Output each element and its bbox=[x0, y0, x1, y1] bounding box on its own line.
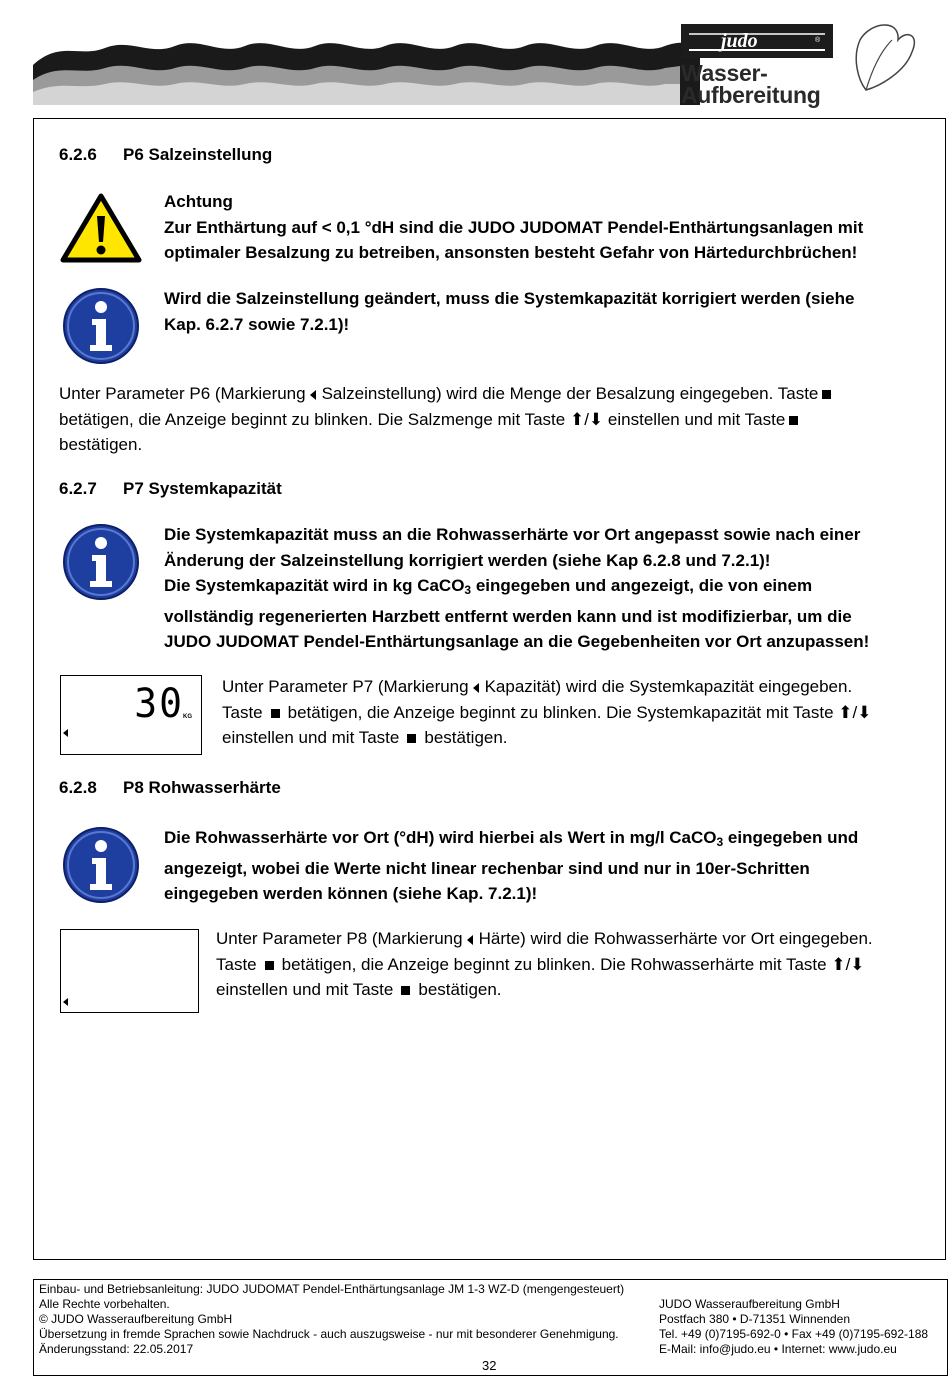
svg-text:®: ® bbox=[815, 37, 821, 44]
info-icon bbox=[62, 826, 140, 904]
judo-logo bbox=[681, 24, 833, 58]
logo-line1: Wasser- bbox=[681, 60, 768, 86]
up-down-arrow-icon: ⬆/⬇ bbox=[838, 702, 872, 722]
judo-logo-mark bbox=[681, 24, 833, 58]
info-line: Wird die Salzeinstellung geändert, muss die Systemkapazität korrigiert werden (siehe bbox=[164, 289, 855, 308]
body-line: Taste betätigen, die Anzeige beginnt zu blinken. Die Rohwasserhärte mit Taste ⬆/⬇ bbox=[216, 952, 926, 978]
section-heading-6-2-7 bbox=[59, 478, 282, 500]
body-line: Unter Parameter P6 (Markierung Salzeinstellung) wird die Menge der Besalzung eingegeben. Taste bbox=[59, 381, 919, 407]
set-key-icon bbox=[265, 961, 274, 970]
warning-icon bbox=[59, 192, 143, 264]
footer-rights: Alle Rechte vorbehalten. bbox=[39, 1297, 170, 1311]
info-line: Die Systemkapazität muss an die Rohwasserhärte vor Ort angepasst sowie nach einer bbox=[164, 525, 861, 544]
body-line: Taste betätigen, die Anzeige beginnt zu blinken. Die Systemkapazität mit Taste ⬆/⬇ bbox=[222, 700, 922, 726]
set-key-icon bbox=[271, 709, 280, 718]
up-down-arrow-icon: ⬆/⬇ bbox=[569, 409, 604, 429]
info-line: angezeigt, wobei die Werte nicht linear rechenbar sind und nur in 10er-Schritten bbox=[164, 858, 810, 878]
info-text-6-2-6 bbox=[164, 286, 854, 337]
lcd-display-p7 bbox=[60, 675, 202, 755]
info-icon bbox=[62, 287, 140, 365]
footer-address: Postfach 380 • D-71351 Winnenden bbox=[659, 1312, 850, 1326]
lcd-marker-icon bbox=[63, 729, 68, 737]
warning-line: optimaler Besalzung zu betreiben, ansonsten besteht Gefahr von Härtedurchbrüchen! bbox=[164, 243, 858, 262]
section-title: P6 Salzeinstellung bbox=[123, 145, 273, 164]
lcd-value: 30 bbox=[134, 681, 184, 727]
info-text-6-2-7 bbox=[164, 522, 869, 655]
section-title: P8 Rohwasserhärte bbox=[123, 778, 281, 797]
info-line: eingegeben werden können (siehe Kap. 7.2.1)! bbox=[164, 884, 538, 903]
info-text-6-2-8 bbox=[164, 825, 858, 907]
info-line: Änderung der Salzeinstellung korrigiert werden (siehe Kap 6.2.8 und 7.2.1)! bbox=[164, 550, 771, 570]
warning-text bbox=[164, 189, 863, 266]
section-heading-6-2-6 bbox=[59, 144, 272, 166]
set-key-icon bbox=[789, 416, 798, 425]
footer-translation-note: Übersetzung in fremde Sprachen sowie Nachdruck - auch auszugsweise - nur mit besonderer Genehmigung. bbox=[39, 1327, 619, 1341]
footer-web: E-Mail: info@judo.eu • Internet: www.judo.eu bbox=[659, 1342, 897, 1356]
footer-revision-date: Änderungsstand: 22.05.2017 bbox=[39, 1342, 194, 1356]
set-key-icon bbox=[401, 986, 410, 995]
footer-phone: Tel. +49 (0)7195-692-0 • Fax +49 (0)7195-692-188 bbox=[659, 1327, 929, 1341]
lcd-unit: KG bbox=[183, 714, 192, 720]
body-text-6-2-6 bbox=[59, 381, 919, 458]
footer-company: JUDO Wasseraufbereitung GmbH bbox=[659, 1297, 840, 1311]
section-number: 6.2.8 bbox=[59, 778, 97, 797]
section-number: 6.2.7 bbox=[59, 479, 97, 498]
warning-heading: Achtung bbox=[164, 192, 233, 211]
warning-line: Zur Enthärtung auf < 0,1 °dH sind die JUDO JUDOMAT Pendel-Enthärtungsanlagen mit bbox=[164, 217, 864, 237]
marker-triangle-icon bbox=[310, 390, 316, 400]
body-line: einstellen und mit Taste bestätigen. bbox=[216, 980, 502, 999]
lcd-marker-icon bbox=[63, 998, 68, 1006]
body-text-6-2-8 bbox=[216, 926, 926, 1003]
info-icon bbox=[62, 523, 140, 601]
set-key-icon bbox=[822, 390, 831, 399]
info-line: Die Rohwasserhärte vor Ort (°dH) wird hierbei als Wert in mg/l CaCO$_3$ eingegeben und bbox=[164, 828, 859, 849]
footer-manual-title: Einbau- und Betriebsanleitung: JUDO JUDOMAT Pendel-Enthärtungsanlage JM 1-3 WZ-D (mengengesteuert) bbox=[39, 1282, 625, 1296]
info-line: JUDO JUDOMAT Pendel-Enthärtungsanlage an die Gegebenheiten vor Ort anzupassen! bbox=[164, 632, 870, 651]
body-line: bestätigen. bbox=[59, 435, 143, 454]
body-line: Unter Parameter P7 (Markierung Kapazität) wird die Systemkapazität eingegeben. bbox=[222, 677, 853, 696]
logo-line2: Aufbereitung bbox=[681, 82, 821, 108]
logo-text bbox=[681, 62, 821, 106]
up-down-arrow-icon: ⬆/⬇ bbox=[831, 954, 865, 974]
section-heading-6-2-8 bbox=[59, 777, 281, 799]
svg-text:judo: judo bbox=[721, 30, 758, 52]
marker-triangle-icon bbox=[473, 683, 479, 693]
footer-copyright: © JUDO Wasseraufbereitung GmbH bbox=[39, 1312, 233, 1326]
body-line: einstellen und mit Taste bestätigen. bbox=[222, 728, 508, 747]
body-line: Unter Parameter P8 (Markierung Härte) wird die Rohwasserhärte vor Ort eingegeben. bbox=[216, 929, 873, 948]
section-number: 6.2.6 bbox=[59, 145, 97, 164]
body-line: betätigen, die Anzeige beginnt zu blinken. Die Salzmenge mit Taste ⬆/⬇ einstellen und mit Taste bbox=[59, 407, 919, 433]
info-line: vollständig regenerierten Harzbett entfernt werden kann und ist modifizierbar, um die bbox=[164, 606, 852, 626]
section-title: P7 Systemkapazität bbox=[123, 479, 282, 498]
set-key-icon bbox=[407, 734, 416, 743]
marker-triangle-icon bbox=[467, 935, 473, 945]
info-line: Kap. 6.2.7 sowie 7.2.1)! bbox=[164, 314, 350, 334]
page-number: 32 bbox=[482, 1358, 497, 1373]
info-line: Die Systemkapazität wird in kg CaCO$_3$ eingegeben und angezeigt, die von einem bbox=[164, 576, 813, 597]
lcd-display-p8 bbox=[60, 929, 199, 1013]
body-text-6-2-7 bbox=[222, 674, 922, 751]
